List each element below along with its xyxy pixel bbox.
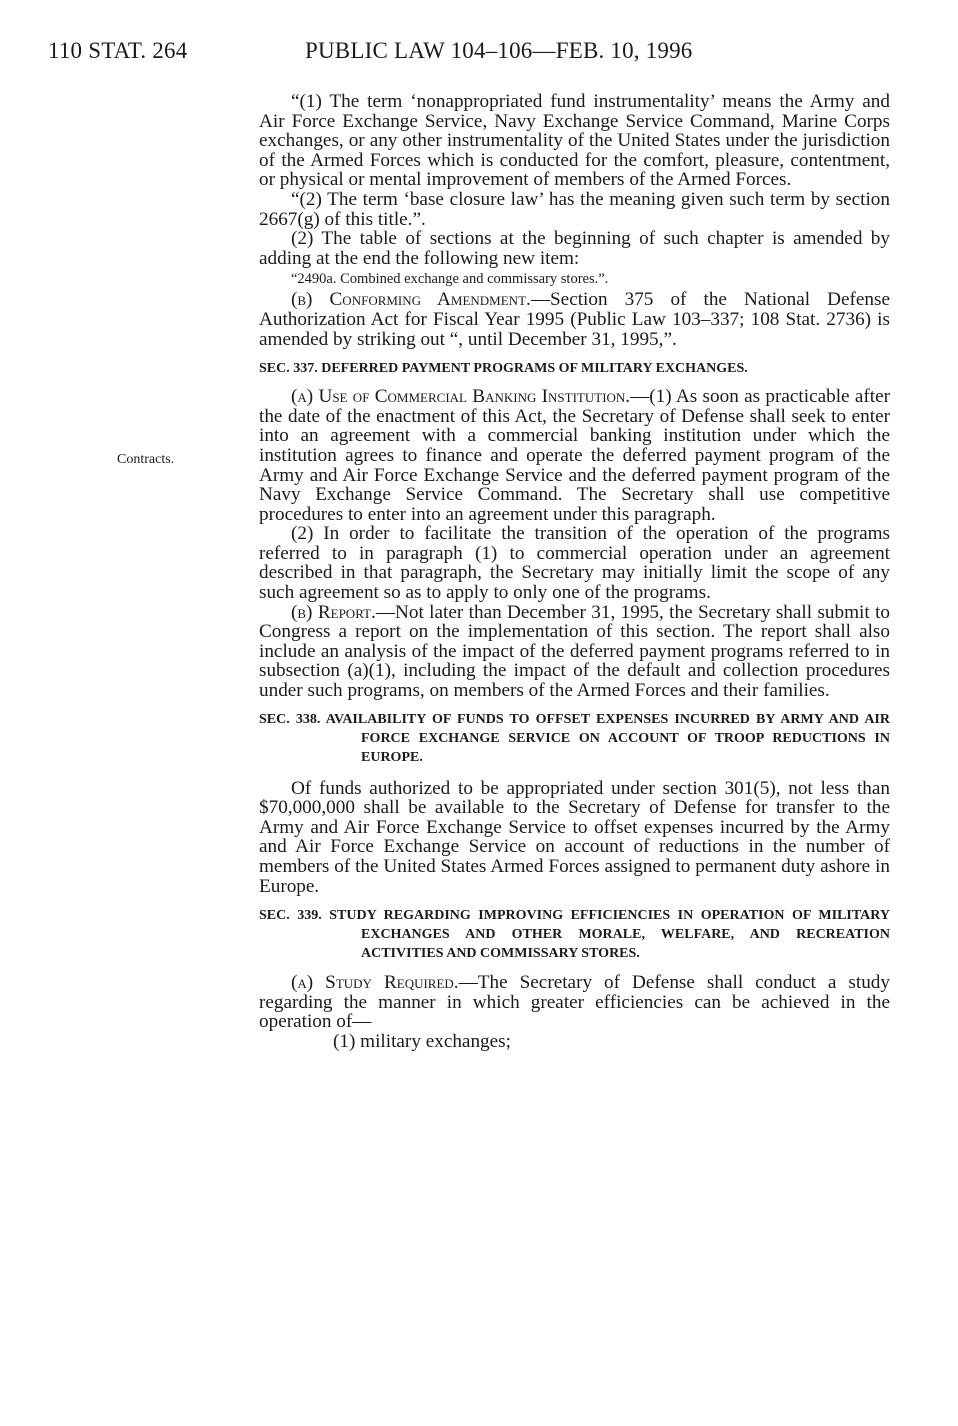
definition-nonappropriated-fund: “(1) The term ‘nonappropriated fund instrumentality’ means the Army and Air Force Exchange Service, Navy Exchange Service Command, Marine Corps exchanges, or any other instrumentality of the United States under the jurisdiction of the Armed Forces which is conducted for the comfort, pleasure, contentment, or physical or mental improvement of members of the Armed Forces.: [259, 91, 890, 191]
section-339-heading-text: SEC. 339. STUDY REGARDING IMPROVING EFFICIENCIES IN OPERATION OF MILITARY EXCHANGES AND OTHER MORALE, WELFARE, AND RECREATION ACTIVITIES AND COMMISSARY STORES.: [259, 908, 890, 962]
section-337-subsection-a: [259, 387, 890, 524]
table-item: “2490a. Combined exchange and commissary stores.”.: [291, 271, 609, 288]
section-337-a-heading: (a) Use of Commercial Banking Institution.: [291, 386, 631, 408]
section-337-b-heading: (b) Report.: [291, 601, 376, 623]
statute-page-number: 110 STAT. 264: [48, 38, 188, 63]
law-text-body: [259, 92, 890, 1052]
list-item-military-exchanges: (1) military exchanges;: [333, 1030, 511, 1052]
section-338-heading-text: SEC. 338. AVAILABILITY OF FUNDS TO OFFSET EXPENSES INCURRED BY ARMY AND AIR FORCE EXCHANGE SERVICE ON ACCOUNT OF TROOP REDUCTIONS IN EUROPE.: [259, 711, 890, 765]
section-337-a-paragraph-2: (2) In order to facilitate the transition of the operation of the programs referred to in paragraph (1) to commercial operation under an agreement described in that paragraph, the Secretary may initially limit the scope of any such agreement so as to apply to only one of the programs.: [259, 523, 890, 604]
section-338-heading: [259, 710, 890, 767]
public-law-citation: PUBLIC LAW 104–106—FEB. 10, 1996: [305, 38, 693, 63]
section-338-text: Of funds authorized to be appropriated under section 301(5), not less than $70,000,000 shall be available to the Secretary of Defense for transfer to the Army and Air Force Exchange Service to offset expenses incurred by the Army and Air Force Exchange Service on account of reductions in the number of members of the United States Armed Forces assigned to permanent duty ashore in Europe.: [259, 777, 890, 897]
definition-base-closure-law: “(2) The term ‘base closure law’ has the meaning given such term by section 2667(g) of this title.”.: [259, 188, 890, 230]
table-of-sections-amendment: (2) The table of sections at the beginning of such chapter is amended by adding at the end the following new item:: [259, 228, 890, 269]
section-339-a-heading: (a) Study Required.: [291, 972, 459, 994]
conforming-amendment: [259, 290, 890, 349]
section-337-b-text: —Not later than December 31, 1995, the Secretary shall submit to Congress a report on the implementation of this section. The report shall also include an analysis of the impact of the deferred payment programs referred to in subsection (a)(1), including the impact of the default and collection procedures under such programs, on members of the Armed Forces and their families.: [259, 601, 890, 702]
section-337-a-text: —(1) As soon as practicable after the date of the enactment of this Act, the Secretary of Defense shall seek to enter into an agreement with a commercial banking institution under which the institution agrees to finance and operate the deferred payment program of the Army and Air Force Exchange Service and the deferred payment program of the Navy Exchange Service Command. The Secretary shall use competitive procedures to enter into an agreement under this paragraph.: [259, 386, 890, 525]
conforming-amendment-heading: (b) Conforming Amendment.: [291, 289, 531, 311]
section-339-subsection-a: [259, 973, 890, 1032]
conforming-amendment-text: —Section 375 of the National Defense Authorization Act for Fiscal Year 1995 (Public Law 103–337; 108 Stat. 2736) is amended by striking out “, until December 31, 1995,”.: [259, 289, 890, 350]
section-337-subsection-b: [259, 603, 890, 701]
margin-note-contracts: Contracts.: [117, 452, 175, 467]
section-339-a-text: —The Secretary of Defense shall conduct a study regarding the manner in which greater efficiencies can be achieved in the operation of—: [259, 972, 890, 1033]
section-337-heading: SEC. 337. DEFERRED PAYMENT PROGRAMS OF MILITARY EXCHANGES.: [259, 361, 748, 377]
section-339-heading: [259, 906, 890, 963]
